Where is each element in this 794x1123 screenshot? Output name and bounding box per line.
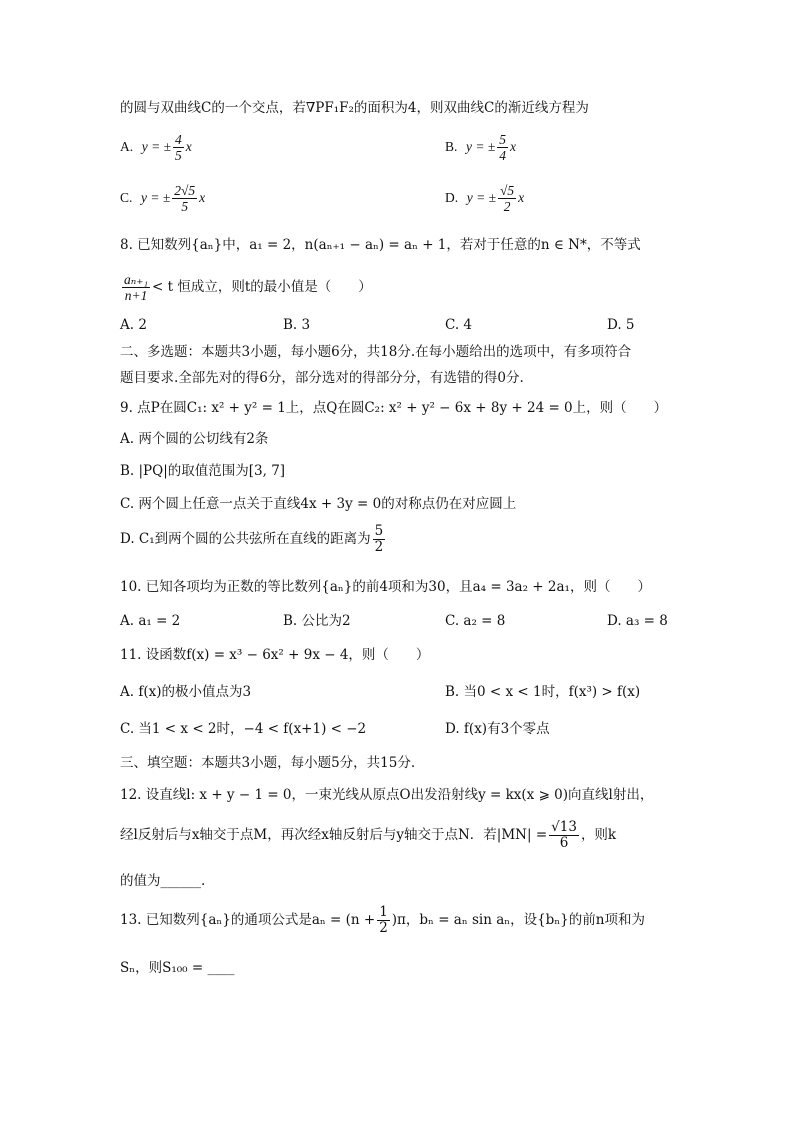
q8-option-a: A. 2 [120, 317, 147, 333]
q13-line2: Sₙ，则S₁₀₀ = ____ [120, 960, 235, 976]
q8-option-b: B. 3 [283, 317, 311, 333]
q13-line1: 13. 已知数列{aₙ}的通项公式是aₙ = (n + $\frac{1}{2}$ )π，bₙ = aₙ sin aₙ，设{bₙ}的前n项和为 [120, 904, 645, 936]
q7-option-b: B. y = ± $\frac{5}{4}$ x [445, 132, 516, 163]
q11-option-c: C. 当1 < x < 2时，−4 < f(x+1) < −2 [120, 721, 367, 737]
q11-option-a: A. f(x)的极小值点为3 [120, 684, 252, 700]
q7-option-c: C. y = ± $\frac{2√5}{5}$ x [120, 183, 206, 214]
intro-line: 的圆与双曲线C的一个交点，若∇PF₁F₂的面积为4，则双曲线C的渐近线方程为 [120, 100, 589, 116]
section2-line1: 二、多选题：本题共3小题，每小题6分，共18分.在每小题给出的选项中，有多项符合 [120, 344, 632, 360]
q9-option-d: D. C₁到两个圆的公共弦所在直线的距离为 $\frac{5}{2}$ [120, 523, 384, 555]
q9-option-a: A. 两个圆的公切线有2条 [120, 431, 269, 447]
q10-option-c: C. a₂ = 8 [445, 613, 506, 629]
q7-option-a: A. y = ± $\frac{4}{5}$ x [120, 132, 192, 163]
q8-option-c: C. 4 [445, 317, 473, 333]
q9-stem: 9. 点P在圆C₁: x² + y² = 1上，点Q在圆C₂: x² + y² − 6x + 8y + 24 = 0上，则（ ） [120, 400, 668, 416]
q10-stem: 10. 已知各项均为正数的等比数列{aₙ}的前4项和为30，且a₄ = 3a₂ + 2a₁，则（ ） [120, 579, 651, 595]
q11-option-d: D. f(x)有3个零点 [445, 721, 550, 737]
q9-option-c: C. 两个圆上任意一点关于直线4x + 3y = 0的对称点仍在对应圆上 [120, 496, 517, 512]
q12-line2: 经l反射后与x轴交于点M，再次经x轴反射后与y轴交于点N．若|MN| = $\frac{√13}{6}$ ，则k [120, 819, 617, 851]
q12-line3: 的值为______. [120, 873, 206, 889]
q8-option-d: D. 5 [607, 317, 635, 333]
q7-option-d: D. y = ± $\frac{√5}{2}$ x [445, 183, 525, 214]
section2-line2: 题目要求.全部先对的得6分，部分选对的得部分分，有选错的得0分. [120, 370, 524, 386]
q8-line1: 8. 已知数列{aₙ}中，a₁ = 2，n(aₙ₊₁ − aₙ) = aₙ + 1，若对于任意的n ∈ N*，不等式 [120, 237, 641, 253]
q9-option-b: B. |PQ|的取值范围为[3, 7] [120, 463, 286, 479]
q8-line2: $\frac{\text{aₙ₊₁}}{n+1}$ < t 恒成立，则t的最小值是（ ） [124, 272, 372, 303]
q10-option-a: A. a₁ = 2 [120, 613, 181, 629]
q12-line1: 12. 设直线l: x + y − 1 = 0，一束光线从原点O出发沿射线y = kx(x ⩾ 0)向直线l射出， [120, 787, 654, 803]
q11-stem: 11. 设函数f(x) = x³ − 6x² + 9x − 4，则（ ） [120, 647, 430, 663]
q10-option-d: D. a₃ = 8 [607, 613, 668, 629]
section3-heading: 三、填空题：本题共3小题，每小题5分，共15分. [120, 755, 416, 771]
q10-option-b: B. 公比为2 [283, 613, 351, 629]
q11-option-b: B. 当0 < x < 1时，f(x³) > f(x) [445, 684, 641, 700]
